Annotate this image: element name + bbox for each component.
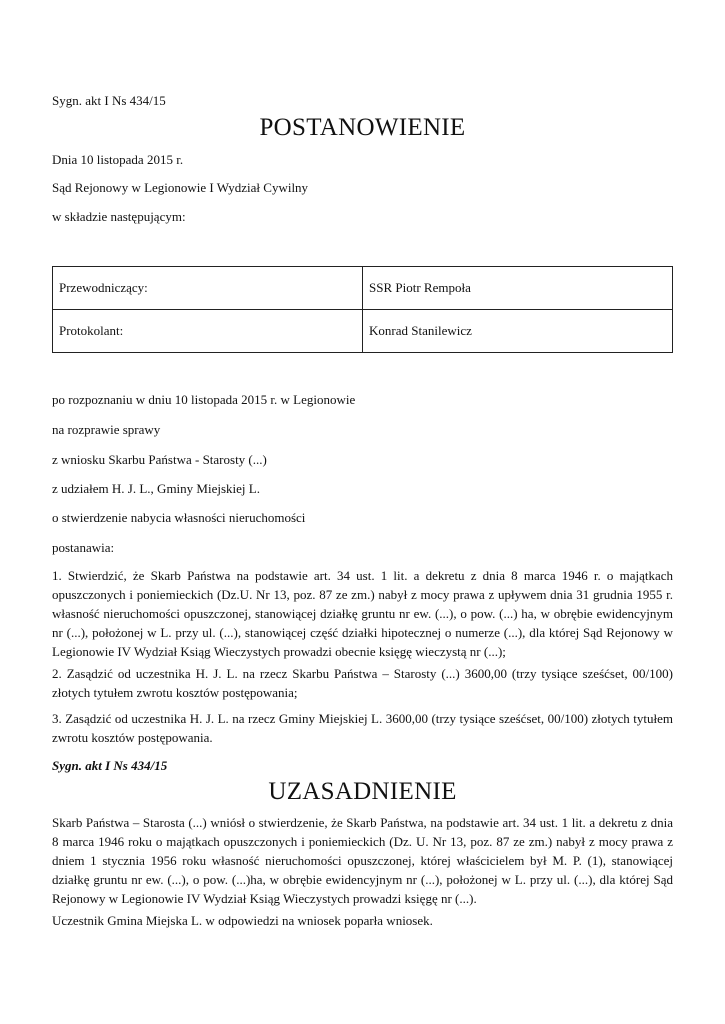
decision-item: 3. Zasądzić od uczestnika H. J. L. na rzecz Gminy Miejskiej L. 3600,00 (trzy tysiące sześćset, 00/100) złotych tytułem zwrotu kosztów postępowania. <box>52 711 673 745</box>
proceedings-line: po rozpoznaniu w dniu 10 listopada 2015 r. w Legionowie <box>52 392 356 407</box>
court-name: Sąd Rejonowy w Legionowie I Wydział Cywilny <box>52 180 309 195</box>
role-cell: Przewodniczący: <box>53 267 363 310</box>
table-row <box>53 310 673 353</box>
proceedings-line: na rozprawie sprawy <box>52 422 161 437</box>
decision-date: Dnia 10 listopada 2015 r. <box>52 152 184 167</box>
case-number: Sygn. akt I Ns 434/15 <box>52 93 166 108</box>
justification-title: UZASADNIENIE <box>268 778 457 805</box>
composition-intro: w składzie następującym: <box>52 209 186 224</box>
justification-case-number: Sygn. akt I Ns 434/15 <box>52 758 168 773</box>
name-cell: Konrad Stanilewicz <box>363 310 673 353</box>
proceedings-line: o stwierdzenie nabycia własności nieruchomości <box>52 510 306 525</box>
proceedings-line: z wniosku Skarbu Państwa - Starosty (...) <box>52 452 267 467</box>
decision-item: 1. Stwierdzić, że Skarb Państwa na podstawie art. 34 ust. 1 lit. a dekretu z dnia 8 marca 1946 r. o majątkach opuszczonych i poniemieckich (Dz.U. Nr 13, poz. 87 ze zm.) nabył z mocy prawa z upływem dnia 31 grudnia 1955 r. własność nieruchomości opuszczonej, stanowiącej działkę gruntu nr ew. (...), o pow. (...) ha, w obrębie ewidencyjnym nr (...), położonej w L. przy ul. (...), stanowiącej część działki hipotecznej o numerze (...), dla której Sąd Rejonowy w Legionowie IV Wydział Ksiąg Wieczystych prowadzi obecnie księgę wieczystą nr (...); <box>52 568 673 659</box>
name-cell: SSR Piotr Rempoła <box>363 267 673 310</box>
proceedings-line: postanawia: <box>52 540 115 555</box>
decision-title: POSTANOWIENIE <box>259 114 466 141</box>
justification-paragraph: Uczestnik Gmina Miejska L. w odpowiedzi na wniosek poparła wniosek. <box>52 913 433 928</box>
role-cell: Protokolant: <box>53 310 363 353</box>
proceedings-line: z udziałem H. J. L., Gminy Miejskiej L. <box>52 481 260 496</box>
court-composition-table <box>52 266 673 353</box>
table-row <box>53 267 673 310</box>
decision-item: 2. Zasądzić od uczestnika H. J. L. na rzecz Skarbu Państwa – Starosty (...) 3600,00 (trzy tysiące sześćset, 00/100) złotych tytułem zwrotu kosztów postępowania; <box>52 666 673 700</box>
justification-paragraph: Skarb Państwa – Starosta (...) wniósł o stwierdzenie, że Skarb Państwa, na podstawie art. 34 ust. 1 lit. a dekretu z dnia 8 marca 1946 roku o majątkach opuszczonych i poniemieckich (Dz. U. Nr 13, poz. 87 ze zm.) nabył z mocy prawa z dniem 1 stycznia 1956 roku własność nieruchomości opuszczonej, której właścicielem był M. P. (1), stanowiącej działkę gruntu nr ew. (...), o pow. (...)ha, w obrębie ewidencyjnym nr (...), położonej w L. przy ul. (...), dla której Sąd Rejonowy w Legionowie IV Wydział Ksiąg Wieczystych prowadzi księgę nr (...). <box>52 815 673 906</box>
